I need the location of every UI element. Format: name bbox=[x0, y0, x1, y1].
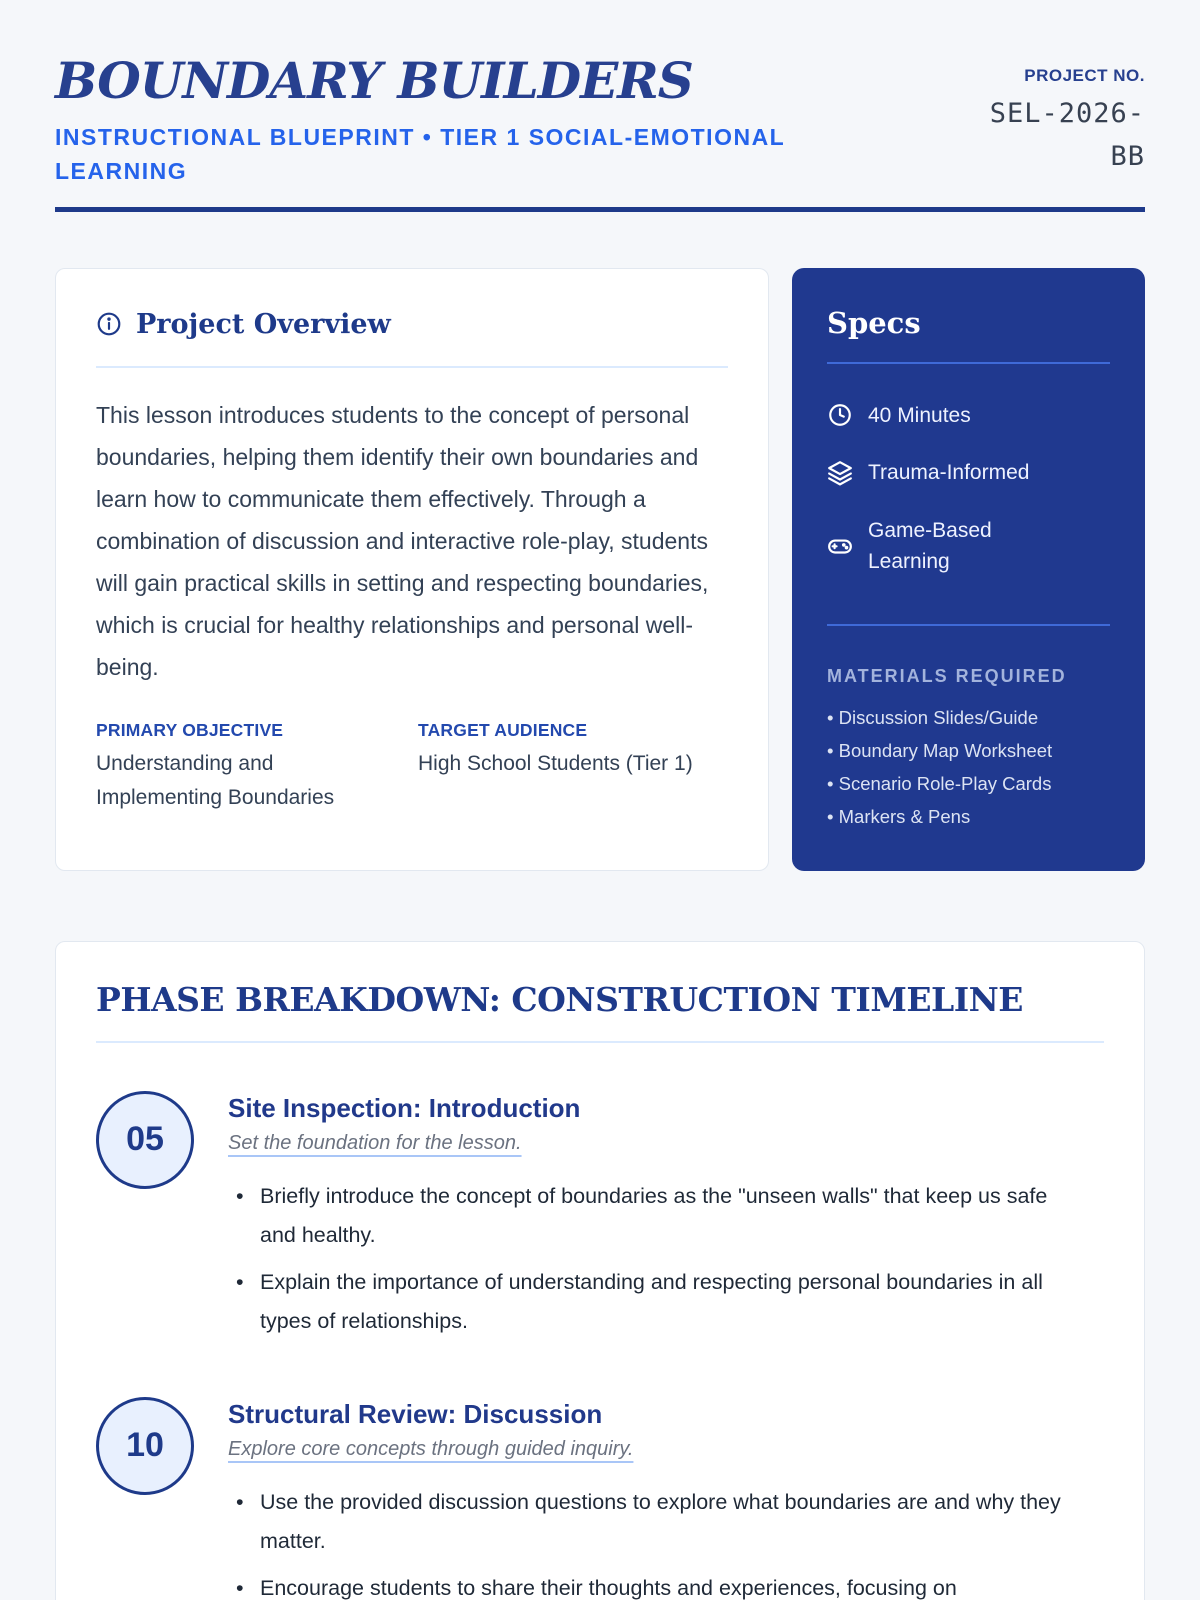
primary-objective-value: Understanding and Implementing Boundaries bbox=[96, 751, 335, 809]
phase-breakdown-title: PHASE BREAKDOWN: CONSTRUCTION TIMELINE bbox=[96, 979, 1023, 1019]
spec-item-approach bbox=[827, 457, 1110, 489]
overview-body-text: This lesson introduces students to the concept of personal boundaries, helping them identify their own boundaries and learn how to communicate them effectively. Through a combination of discussion and interactive role-play, students will gain practical skills in setting and respecting boundaries, which is crucial for healthy relationships and personal well-being. bbox=[96, 401, 709, 680]
page-subtitle: INSTRUCTIONAL BLUEPRINT • TIER 1 SOCIAL-EMOTIONAL LEARNING bbox=[55, 123, 785, 184]
spec-approach-label: Trauma-Informed bbox=[868, 461, 1030, 484]
primary-objective-field bbox=[96, 720, 418, 815]
project-number-value: SEL-2026-BB bbox=[989, 98, 1145, 173]
phase-1-title: Site Inspection: Introduction bbox=[228, 1092, 581, 1123]
project-overview-card bbox=[55, 268, 769, 871]
material-item: • Markers & Pens bbox=[827, 800, 1110, 833]
phase-1-bullets bbox=[228, 1177, 1104, 1341]
project-number-block bbox=[970, 52, 1145, 178]
info-icon bbox=[96, 311, 122, 337]
materials-title: MATERIALS REQUIRED bbox=[827, 665, 1067, 686]
title-block bbox=[55, 52, 885, 189]
phase-1-subtitle: Set the foundation for the lesson. bbox=[228, 1131, 522, 1154]
target-audience-label: TARGET AUDIENCE bbox=[418, 719, 588, 740]
primary-objective-label: PRIMARY OBJECTIVE bbox=[96, 719, 284, 740]
material-item: • Boundary Map Worksheet bbox=[827, 734, 1110, 767]
materials-list bbox=[827, 701, 1110, 833]
phase-2-title: Structural Review: Discussion bbox=[228, 1398, 603, 1429]
target-audience-field bbox=[418, 720, 728, 815]
specs-title: Specs bbox=[827, 305, 921, 340]
clock-icon bbox=[827, 402, 853, 428]
overview-heading bbox=[96, 309, 728, 340]
phase-breakdown-divider bbox=[96, 1041, 1104, 1043]
gamepad-icon bbox=[827, 533, 853, 559]
phase-1 bbox=[96, 1091, 1104, 1349]
spec-item-method bbox=[827, 515, 1077, 578]
phase-2-bullet: • Use the provided discussion questions to explore what boundaries are and why they matter. bbox=[228, 1483, 1088, 1561]
phase-2 bbox=[96, 1397, 1104, 1600]
phase-1-bullet: • Briefly introduce the concept of boundaries as the "unseen walls" that keep us safe and healthy. bbox=[228, 1177, 1088, 1255]
specs-items bbox=[827, 400, 1110, 578]
phase-2-number-badge: 10 bbox=[96, 1397, 194, 1495]
phase-2-subtitle: Explore core concepts through guided inquiry. bbox=[228, 1437, 634, 1460]
spec-method-label: Game-Based Learning bbox=[868, 518, 992, 573]
phase-1-bullet: • Explain the importance of understanding and respecting personal boundaries in all types of relationships. bbox=[228, 1263, 1088, 1341]
project-number-label: PROJECT NO. bbox=[1024, 66, 1145, 85]
material-item: • Scenario Role-Play Cards bbox=[827, 767, 1110, 800]
spec-duration-label: 40 Minutes bbox=[868, 403, 971, 427]
phases bbox=[96, 1091, 1104, 1600]
overview-divider bbox=[96, 366, 728, 368]
phase-2-bullet: • Encourage students to share their thoughts and experiences, focusing on bbox=[228, 1569, 1088, 1600]
specs-divider-bottom bbox=[827, 624, 1110, 626]
header-divider bbox=[55, 207, 1145, 212]
phase-breakdown-card bbox=[55, 941, 1145, 1600]
overview-specs-row bbox=[55, 268, 1145, 871]
document-header bbox=[55, 0, 1145, 189]
phase-2-bullets bbox=[228, 1483, 1104, 1600]
overview-title: Project Overview bbox=[136, 308, 391, 340]
phase-1-content bbox=[228, 1091, 1104, 1349]
overview-fields bbox=[96, 720, 728, 815]
specs-divider-top bbox=[827, 362, 1110, 364]
phase-1-number-badge: 05 bbox=[96, 1091, 194, 1189]
spec-item-duration bbox=[827, 400, 1110, 432]
phase-2-content bbox=[228, 1397, 1104, 1600]
material-item: • Discussion Slides/Guide bbox=[827, 701, 1110, 734]
layers-icon bbox=[827, 460, 853, 486]
target-audience-value: High School Students (Tier 1) bbox=[418, 751, 693, 775]
specs-card bbox=[792, 268, 1145, 871]
page-title: BOUNDARY BUILDERS bbox=[55, 51, 693, 110]
